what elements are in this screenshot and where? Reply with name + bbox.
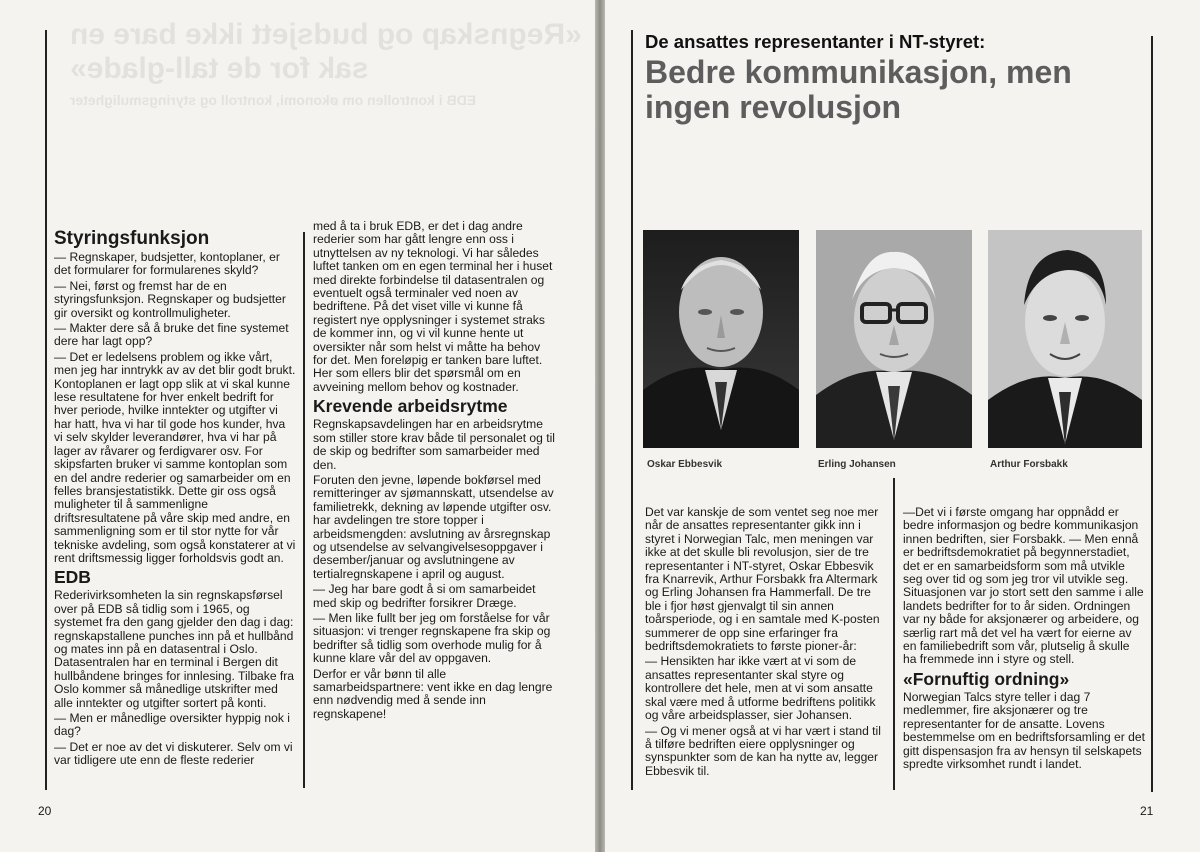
paragraph: — Men er månedlige oversikter hyppig nok i dag?: [54, 711, 290, 739]
portrait-photo-3: [988, 230, 1142, 448]
heading-krevende-arbeidsrytme: Krevende arbeidsrytme: [313, 396, 508, 417]
article-kicker: De ansattes representanter i NT-styret:: [645, 31, 986, 52]
paragraph: Regnskapsavdelingen har en arbeidsrytme som stiller store krav både til personalet og til de skip og bedrifter som samarbeider med den.: [313, 417, 555, 472]
paragraph: — Men like fullt ber jeg om forståelse for vår situasjon: vi trenger regnskapene fra skip og bedrifter så tidlig som overhode mulig for å kunne klare vår del av oppgaven.: [313, 610, 551, 666]
left-margin-rule: [45, 30, 47, 790]
caption-photo-2: Erling Johansen: [818, 459, 896, 470]
heading-styringsfunksjon: Styringsfunksjon: [54, 228, 210, 249]
page-number-left: 20: [38, 804, 52, 818]
page-number-right: 21: [1140, 804, 1154, 818]
paragraph: — Nei, først og fremst har de en styringsfunksjon. Regnskaper og budsjetter gir oversikt og kontrollmuligheter.: [54, 278, 286, 320]
left-column-2: [313, 220, 555, 723]
column-divider-rule: [893, 478, 895, 790]
paragraph: — Hensikten har ikke vært at vi som de ansattes representanter skal styre og kontrollere det hele, men at vi som ansatte skal være med å utforme bedriftens politikk og våre arbeidsplasser, sier Johansen.: [645, 654, 876, 723]
paragraph: —Det vi i første omgang har oppnådd er bedre informasjon og bedre kommunikasjon innen bedriften, sier Forsbakk. — Men ennå er bedriftsdemokratiet på begynnerstadiet, det er en samarbeidsform som må utvikle seg over tid og som jeg tror vil utvikle seg. Situasjonen var jo stort sett den samme i alle landets bedrifter for to år siden. Ordningen var ny både for aksjonærer og arbeidere, og særlig rart må det vel ha vært for eierne av en familiebedrift som vår, plutselig å skulle ha fremmede inn i styre og stell.: [903, 505, 1144, 667]
paragraph: — Det er noe av det vi diskuterer. Selv om vi var tidligere ute enn de fleste rederier: [54, 739, 293, 768]
left-page: [0, 0, 595, 852]
left-column-1: [54, 227, 296, 770]
paragraph: Derfor er vår bønn til alle samarbeidspartnere: vent ikke en dag lengre enn nødvendig med å sende inn regnskapene!: [313, 666, 553, 721]
right-column-2: [903, 506, 1145, 773]
paragraph: Norwegian Talcs styre teller i dag 7 medlemmer, fire aksjonærer og tre representanter for de ansatte. Lovens bestemmelse om en bedriftsforsamling er det gitt dispensasjon fra av hensyn til selskapets spredte virksomhet rundt i landet.: [903, 689, 1145, 771]
paragraph: med å ta i bruk EDB, er det i dag andre rederier som har gått lengre enn oss i utnyttelsen av ny teknologi. Vi har således luftet tanken om en egen terminal her i huset med direkte forbindelse til datasentralen og eventuelt også terminaler ved noen av bedriftene. På det viset ville vi kunne få registert nye opplysninger i systemet straks de kommer inn, og vi vil kunne hente ut oversikter når som helst vi måtte ha behov for det. Men foreløpig er tanken bare luftet. Her som ellers blir det spørsmål om en avveining mellom behov og kostnader.: [313, 219, 553, 394]
paragraph: Rederivirksomheten la sin regnskapsførsel over på EDB så tidlig som i 1965, og systemet fra den gang gjelder den dag i dag: regnskapstallene punches inn på et hullbånd og mates inn på en datasentral i Oslo. Datasentralen har en terminal i Bergen dit hullbåndene bringes for innlesing. Tilbake fra Oslo kommer så månedlige utskrifter med alle inntekter og utgifter sortert på konti.: [54, 588, 295, 710]
paragraph: — Makter dere så å bruke det fine systemet dere har lagt opp?: [54, 321, 289, 349]
ghost-subheading: EDB i kontrollen om økonomi, kontroll og styringsmuligheter: [70, 92, 477, 108]
heading-fornuftig-ordning: «Fornuftig ordning»: [903, 668, 1070, 689]
article-headline: Bedre kommunikasjon, men ingen revolusjon: [645, 54, 1072, 125]
paragraph: Foruten den jevne, løpende bokførsel med remitteringer av sjømannskatt, utsendelse av familietrekk, dekning av løpende utgifter osv. har avdelingen tre store topper i arbeidsmengden: avslutning av årsregnskap og utsendelse av selvangivelsesoppgaver i desember/januar og avslutningene av tertialregnskapene i april og august.: [313, 472, 554, 581]
paragraph: — Det er ledelsens problem og ikke vårt, men jeg har inntrykk av av det blir godt brukt. Kontoplanen er lagt opp slik at vi skal kunne lese resultatene for hver enkelt bedrift for hver periode, hvilke inntekter og utgifter vi har hatt, hva vi har til gode hos kunder, hva vi selv skylder leverandører, hva vi har på lager av råvarer og ferdigvarer osv. For skipsfarten bruker vi samme kontoplan som en del andre rederier og samarbeider om en felles bransjestatistikk. Dette gir oss også muligheter til å sammenligne driftsresultatene på våre skip med andre, en sammenligning som er til stor nytte for vår tekniske avdeling, som også konstaterer at vi rent driftsmessig ligger forholdsvis godt an.: [54, 349, 296, 565]
portrait-photo-1: [643, 230, 799, 448]
right-margin-rule-right: [1151, 36, 1153, 792]
paragraph: — Jeg har bare godt å si om samarbeidet med skip og bedrifter forsikrer Dræge.: [313, 582, 536, 610]
caption-photo-3: Arthur Forsbakk: [990, 459, 1068, 470]
book-gutter: [595, 0, 605, 852]
show-through-text: [70, 18, 590, 110]
right-margin-rule-left: [631, 30, 633, 790]
ghost-heading: «Regnskap og budsjett ikke bare en sak for de tall-glade»: [70, 18, 582, 85]
caption-photo-1: Oskar Ebbesvik: [647, 459, 723, 470]
heading-edb: EDB: [54, 567, 91, 588]
portrait-photo-2: [816, 230, 972, 448]
paragraph: — Og vi mener også at vi har vært i stand til å tilføre bedriften eiere opplysninger og synspunkter som de kan ha nytte av, legger Ebbesvik til.: [645, 723, 881, 778]
paragraph: Det var kanskje de som ventet seg noe mer når de ansattes representanter gikk inn i styret i Norwegian Talc, men meningen var ikke at det skulle bli revolusjon, sier de tre representanter i NT-styret, Oskar Ebbesvik fra Knarrevik, Arthur Forsbakk fra Altermark og Erling Johansen fra Hammerfall. De tre ble i fjor høst gjenvalgt til sin annen toårsperiode, og i en samtale med K-posten summerer de opp sine erfaringer fra bedriftsdemokratiets to første pioner-år:: [645, 505, 880, 654]
column-divider-rule: [303, 232, 305, 788]
paragraph: — Regnskaper, budsjetter, kontoplaner, er det formularer for formularenes skyld?: [54, 250, 280, 278]
right-column-1: [645, 506, 885, 780]
